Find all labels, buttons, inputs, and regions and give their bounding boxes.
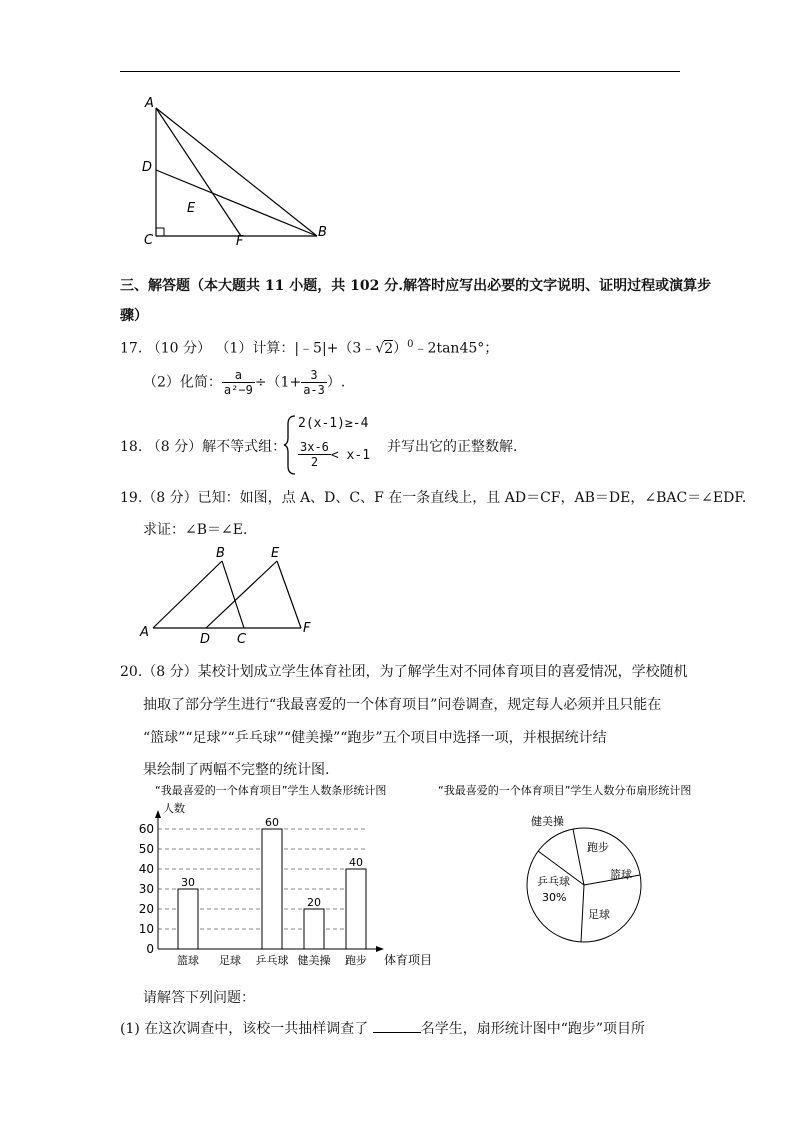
frac1-denominator: a²−9: [223, 383, 253, 397]
q17-power: 0: [407, 339, 414, 350]
pie-label-percent: 30%: [542, 891, 567, 904]
q18-inequality-1: 2(x-1)≥-4: [298, 416, 369, 431]
q17-part1-tail: ﹣2tan45°；: [413, 340, 499, 357]
q18-tail: 并写出它的正整数解.: [387, 439, 518, 455]
q20-line1: 20.（8 分）某校计划成立学生体育社团，为了解学生对不同体育项目的喜爱情况，学校随机: [120, 664, 688, 680]
answer-blank[interactable]: [373, 1018, 421, 1033]
q18-frac-numerator: 3x-6: [300, 440, 329, 454]
sqrt-argument: 2: [384, 340, 394, 357]
q18-number: 18.: [120, 439, 143, 455]
q18-ineq2-tail: < x-1: [330, 448, 371, 463]
label-A: A: [140, 625, 149, 640]
label-D: D: [142, 160, 153, 175]
bar-data-label: 40: [349, 856, 363, 869]
y-tick-label: 60: [138, 822, 154, 836]
label-F: F: [303, 621, 311, 636]
label-A: A: [145, 96, 154, 111]
system-brace: [283, 414, 297, 476]
y-tick-label: 20: [138, 902, 154, 916]
y-tick-label: 40: [138, 862, 154, 876]
x-tick-label: 足球: [219, 954, 241, 967]
bar: [346, 869, 366, 949]
q18-intro: [120, 437, 286, 457]
bar-data-label: 60: [265, 816, 279, 829]
q20-line3: “篮球”“足球”“乒乓球”“健美操”“跑步”五个项目中选择一项，并根据统计结: [143, 730, 607, 746]
bar-chart: [120, 778, 440, 973]
label-E: E: [187, 201, 196, 216]
y-tick-labels: [139, 822, 154, 956]
sqrt-symbol: √: [375, 340, 385, 357]
x-axis-label: 体育项目: [384, 953, 433, 967]
label-E: E: [271, 546, 280, 561]
pie-label-zuqiu: 足球: [588, 908, 610, 921]
q19-line1: 19.（8 分）已知：如图，点 A、D、C、F 在一条直线上，且 AD＝CF，AB＝DE，∠BAC＝∠EDF.: [120, 490, 747, 506]
bar: [304, 909, 324, 949]
section-heading-line2: 骤）: [120, 308, 148, 324]
header-rule: [120, 71, 680, 72]
label-C: C: [237, 632, 247, 646]
pie-chart: [436, 778, 721, 948]
q17-part1: [120, 335, 498, 359]
q20-ask: 请解答下列问题：: [143, 990, 255, 1006]
bar: [178, 889, 198, 949]
q19-line2: 求证：∠B＝∠E.: [143, 522, 248, 538]
x-tick-label: 乒乓球: [255, 954, 289, 967]
q20-q1-suffix: 名学生，扇形统计图中“跑步”项目所: [420, 1021, 646, 1037]
y-tick-label: 10: [138, 922, 154, 936]
q18-frac-denominator: 2: [310, 455, 319, 469]
q17-score: （10 分）: [146, 340, 211, 357]
q20-q1-prefix: (1) 在这次调查中，该校一共抽样调查了: [120, 1021, 369, 1037]
y-tick-label: 0: [146, 942, 154, 956]
bars: [178, 816, 366, 949]
pie-chart-title: “我最喜爱的一个体育项目”学生人数分布扇形统计图: [438, 784, 692, 797]
q20-line4: 果绘制了两幅不完整的统计图.: [143, 762, 330, 778]
x-tick-label: 跑步: [345, 954, 367, 967]
q17-part2-tail: ）.: [326, 374, 346, 391]
fraction-a-over-a2-9: [222, 368, 255, 397]
label-D: D: [200, 632, 211, 646]
q17-part1-prefix: （1）计算：|﹣5|+（3﹣: [215, 340, 376, 357]
q18-score: （8 分）解不等式组：: [146, 439, 287, 455]
label-F: F: [236, 234, 244, 249]
pie-label-paobu: 跑步: [587, 841, 609, 854]
pie-label-jianmeicao: 健美操: [531, 815, 564, 828]
x-axis-arrow: [376, 946, 384, 952]
q20-line2: 抽取了部分学生进行“我最喜爱的一个体育项目”问卷调查，规定每人必须并且只能在: [143, 697, 662, 713]
frac2-numerator: 3: [301, 368, 327, 383]
fraction-3-over-a-3: [301, 368, 327, 397]
bar: [262, 829, 282, 949]
triangle-figure-16: [135, 95, 335, 250]
y-axis-arrow: [155, 810, 161, 818]
q17-part2-prefix: （2）化简：: [143, 374, 222, 391]
x-tick-labels: [177, 953, 367, 967]
pie-label-pingpang: 乒乓球: [537, 875, 570, 888]
q18-inequality-2: [298, 440, 370, 469]
pie-label-lanqiu: 篮球: [610, 868, 632, 881]
bar-chart-title: “我最喜爱的一个体育项目”学生人数条形统计图: [155, 784, 387, 797]
y-axis-label: 人数: [163, 802, 185, 815]
frac1-numerator: a: [222, 368, 255, 383]
div-sign: ÷（1+: [254, 374, 302, 391]
triangle-figure-19: [138, 542, 323, 646]
bar-data-label: 30: [181, 876, 195, 889]
y-tick-label: 30: [138, 882, 154, 896]
section-heading-line1: 三、解答题（本大题共 11 小题，共 102 分.解答时应写出必要的文字说明、证明过程或演算步: [120, 278, 712, 294]
x-tick-label: 健美操: [297, 954, 331, 967]
x-tick-label: 篮球: [177, 954, 199, 967]
label-B: B: [318, 225, 327, 240]
label-C: C: [144, 233, 154, 248]
frac2-denominator: a-3: [303, 383, 325, 397]
q18-fraction: [298, 440, 331, 469]
q20-q1: [120, 1018, 645, 1039]
q17-part1-suffix: ）: [393, 340, 408, 357]
label-B: B: [216, 546, 225, 561]
q17-part2: [143, 368, 345, 397]
bar-data-label: 20: [307, 896, 321, 909]
y-tick-label: 50: [138, 842, 154, 856]
q17-number: 17.: [120, 340, 143, 357]
